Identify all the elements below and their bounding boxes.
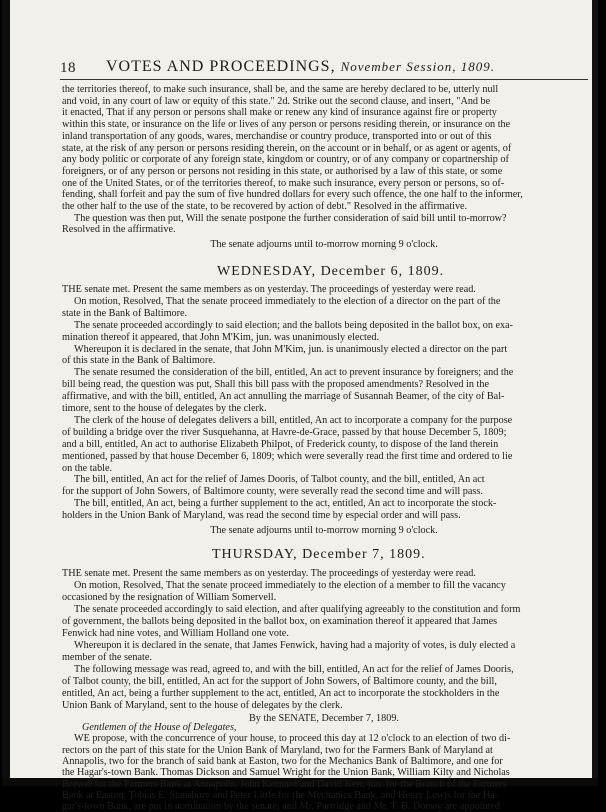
text-line: foreigners, or of any person or persons not residing in this state, or authorised by a law of this state, or some (62, 165, 503, 177)
text-line: Brewer for the Farmers Bank at Annapolis, John Kennard and David Kerr, jun. for the Branch of the Farmers (62, 778, 507, 790)
header-rule (60, 79, 588, 80)
page-number: 18 (60, 60, 76, 76)
adjourn-line-1: The senate adjourns until to-morrow morning 9 o'clock. (210, 239, 438, 250)
text-line: The bill, entitled, An act for the relief of James Dooris, of Talbot county, and the bill, entitled, An act (74, 474, 485, 486)
text-line: of this state in the Bank of Baltimore. (62, 355, 216, 367)
text-line: The senate resumed the consideration of the bill, entitled, An act to prevent insurance by foreigners; and the (74, 367, 514, 379)
document-page (2, 0, 598, 812)
text-line: THE senate met. Present the same members as on yesterday. The proceedings of yesterday were read. (62, 568, 476, 579)
text-line: On motion, Resolved, That the senate proceed immediately to the election of a member to fill the vacancy (74, 580, 506, 591)
text-line: occasioned by the resignation of William Somervell. (62, 592, 277, 603)
text-line: Whereupon it is declared in the senate, that John M'Kim, jun. is unanimously elected a director on the part (74, 343, 508, 355)
text-line: entitled, An act, being a further supplement to the act, entitled, An act to incorporate the stockholders in the (62, 688, 500, 699)
text-line: gar's-town Bank, are put in nomination by the senate; and Mr. Partridge and Mr. T. B. Dorsey are appointed (62, 801, 501, 812)
text-line: Gentlemen of the House of Delegates, (82, 722, 237, 733)
day-heading-thursday: THURSDAY, December 7, 1809. (212, 547, 426, 562)
text-line: rectors on the part of this state for the Union Bank of Maryland, two for the Farmers Bank of Maryland at (62, 744, 493, 756)
page-title (106, 58, 495, 76)
text-line: bill being read, the question was put, Shall this bill pass with the proposed amendments? Resolved in the (62, 379, 489, 391)
day-heading-wednesday: WEDNESDAY, December 6, 1809. (217, 264, 445, 279)
text-line: and void, in any court of law or equity of this state." 2d. Strike out the second clause, and insert, "And be (62, 95, 491, 107)
title-main: VOTES AND PROCEEDINGS, (106, 58, 336, 75)
text-line: Fenwick had nine votes, and William Holland one vote. (62, 628, 289, 639)
text-line: THE senate met. Present the same members as on yesterday. The proceedings of yesterday were read. (62, 284, 476, 295)
text-line: Union Bank of Maryland, sent to the house of delegates by the clerk. (62, 700, 343, 711)
text-line: member of the senate. (62, 652, 152, 663)
text-line: timore, sent to the house of delegates by the clerk. (62, 403, 267, 414)
text-line: fending, shall forfeit and pay the sum of five hundred dollars for every such offence, the one half to the informer, (62, 189, 523, 201)
text-line: and a bill, entitled, An act to authorise Elizabeth Philpot, of Frederick county, to dispose of the land therein (62, 438, 499, 450)
text-line: of Talbot county, the bill, entitled, An act for the support of John Sowers, of Baltimore county, and the bill, (62, 676, 497, 687)
text-line: The clerk of the house of delegates delivers a bill, entitled, An act to incorporate a company for the purpose (74, 414, 513, 426)
text-line: The bill, entitled, An act, being a further supplement to the act, entitled, An act to incorporate the stock- (74, 498, 497, 510)
text-line: the Hagar's-town Bank. Thomas Dickson and Samuel Wright for the Union Bank, William Kilty and Nicholas (62, 767, 510, 779)
text-line: holders in the Union Bank of Maryland, was read the second time by especial order and will pass. (62, 510, 461, 522)
text-line: The senate proceeded accordingly to said election, and after qualifying agreeably to the constitution and form (74, 604, 521, 615)
text-line: within this state, or insurance on the life or lives of any person or persons residing therein, or insurance on the (62, 119, 511, 131)
text-line: one of the United States, or of the territories thereof, to make such insurance, every person or persons, so of- (62, 177, 505, 189)
text-line: The question was then put, Will the senate postpone the further consideration of said bill until to-morrow? (74, 212, 507, 224)
text-line: Bank at Easton, Tobias E. Stansbury and Peter Little for the Mechanics Bank, and Henry Lewis for the Ha- (62, 789, 499, 801)
scan-edge-left (2, 0, 10, 786)
text-line: Resolved in the affirmative. (62, 224, 176, 236)
text-line: of building a bridge over the river Susquehanna, at Havre-de-Grace, passed by that house December 5, 1809; (62, 426, 507, 438)
text-line: affirmative, and with the bill, entitled, An act annulling the marriage of Susannah Beamer, of the city of Bal- (62, 391, 505, 403)
text-line: mentioned, passed by that house December 6, 1809; which were severally read the first time and ordered to lie (62, 450, 513, 462)
text-line: Annapolis, two for the branch of said bank at Easton, two for the Mechanics Bank of Baltimore, and one for (62, 755, 503, 767)
text-line: state, at the risk of any person or persons residing therein, on the account or in behalf, or as agent or agents, of (62, 142, 512, 154)
by-the-senate-line: By the SENATE, December 7, 1809. (249, 713, 399, 724)
adjourn-line-2: The senate adjourns until to-morrow morning 9 o'clock. (210, 525, 438, 536)
text-line: any body politic or corporate of any foreign state, kingdom or country, or of any company or copartnership of (62, 154, 509, 166)
text-line: The senate proceeded accordingly to said election; and the ballots being deposited in the ballot box, on exa- (74, 319, 514, 331)
text-line: Whereupon it is declared in the senate, that James Fenwick, having had a majority of votes, is duly elected a (74, 640, 516, 651)
text-line: of government, the ballots being deposited in the ballot box, on examination thereof it appeared that James (62, 616, 498, 627)
text-line: it enacted, That if any person or persons shall make or renew any kind of insurance against fire or property (62, 107, 497, 119)
text-line: for the support of John Sowers, of Baltimore county, were severally read the second time and will pass. (62, 486, 483, 498)
text-line: inland transportation of any goods, wares, merchandise or country produce, transported into or out of this (62, 130, 492, 142)
page-header (60, 52, 586, 78)
text-line: WE propose, with the concurrence of your house, to proceed this day at 12 o'clock to an election of two di- (74, 733, 511, 745)
text-line: The following message was read, agreed to, and with the bill, entitled, An act for the relief of James Dooris, (74, 664, 514, 675)
text-line: mination thereof it appeared, that John M'Kim, jun. was unanimously elected. (62, 331, 380, 343)
text-line: On motion, Resolved, That the senate proceed immediately to the election of a director on the part of the (74, 295, 501, 307)
text-line: the territories thereof, to make such insurance, shall be, and the same are hereby declared to be, utterly null (62, 84, 499, 95)
title-session: November Session, 1809. (340, 59, 496, 74)
text-line: the other half to the use of the state, to be recovered by action of debt." Resolved in the affirmative. (62, 201, 468, 212)
text-line: state in the Bank of Baltimore. (62, 307, 188, 319)
text-line: on the table. (62, 462, 113, 474)
